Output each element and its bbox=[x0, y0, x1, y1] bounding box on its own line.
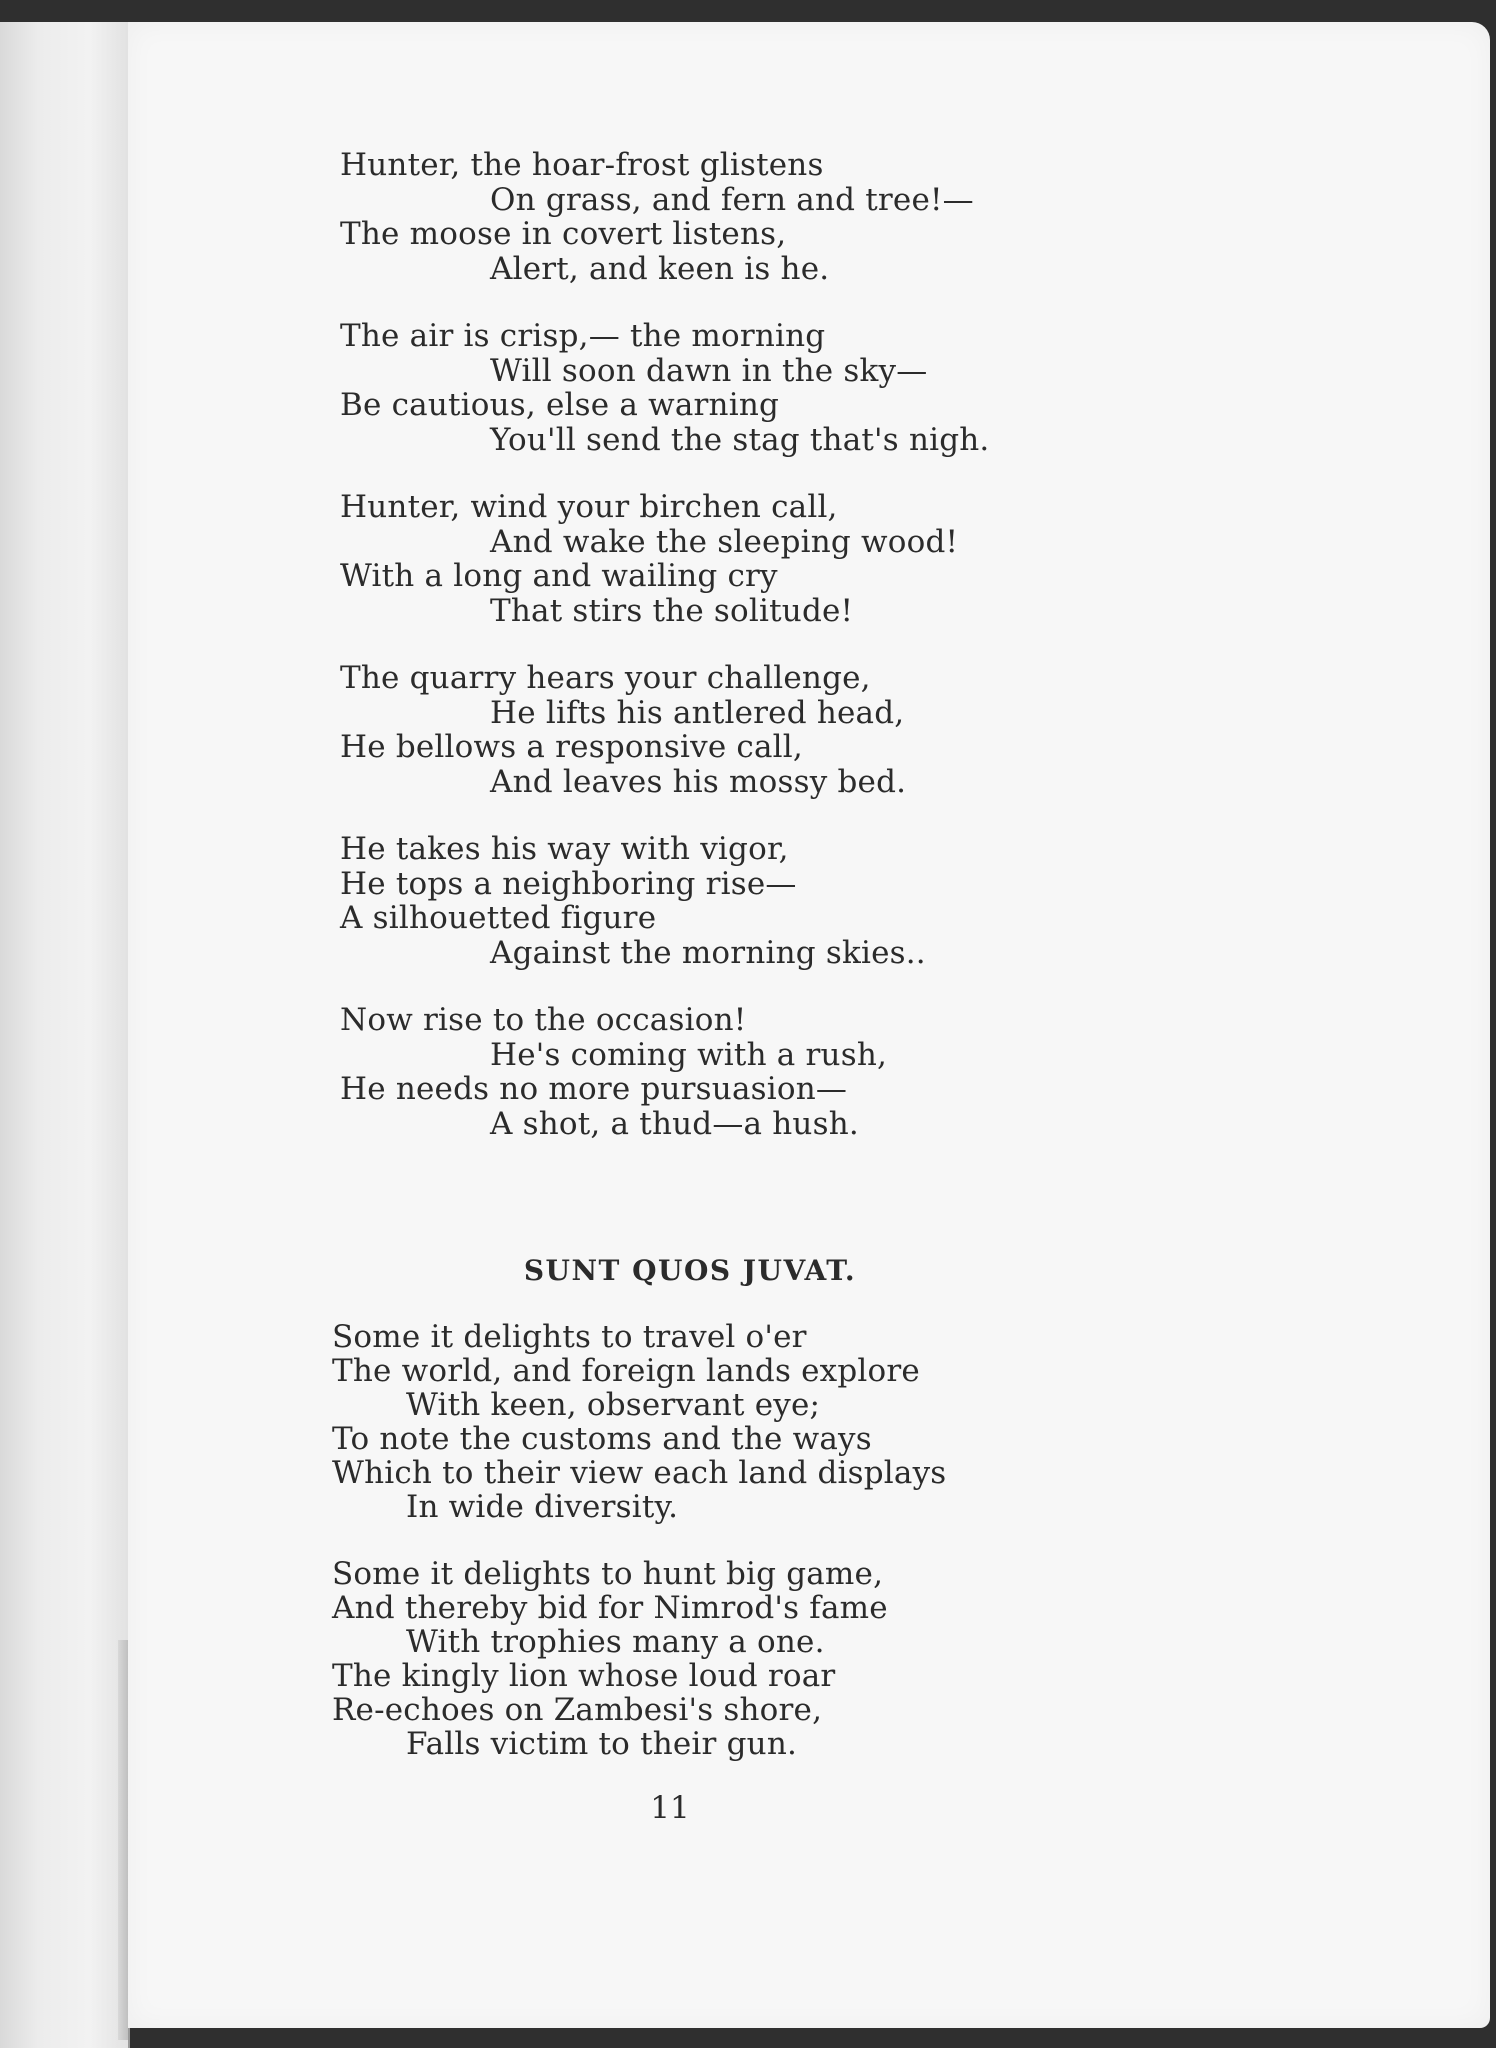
poem-line: The moose in covert listens, bbox=[340, 216, 787, 252]
poem-line: Which to their view each land displays bbox=[332, 1455, 947, 1491]
poem-line: Hunter, the hoar-frost glistens bbox=[340, 147, 824, 183]
poem-line: Now rise to the occasion! bbox=[340, 1002, 747, 1038]
poem-line: With trophies many a one. bbox=[406, 1624, 825, 1660]
poem-line: Alert, and keen is he. bbox=[490, 250, 830, 287]
poem-line: Will soon dawn in the sky— bbox=[490, 352, 928, 389]
stanza-5 bbox=[340, 832, 1240, 970]
poem-line: The air is crisp,— the morning bbox=[340, 318, 826, 354]
poem-line: That stirs the solitude! bbox=[490, 592, 854, 629]
poem-title: SUNT QUOS JUVAT. bbox=[523, 1254, 857, 1287]
stanza-2 bbox=[332, 1557, 1232, 1761]
poem-line: And leaves his mossy bed. bbox=[490, 763, 907, 800]
page-number: 11 bbox=[650, 1790, 690, 1826]
poem-line: To note the customs and the ways bbox=[332, 1421, 872, 1457]
poem-line: The world, and foreign lands explore bbox=[332, 1353, 920, 1389]
poem-line: Some it delights to hunt big game, bbox=[332, 1556, 884, 1592]
poem-line: And wake the sleeping wood! bbox=[490, 523, 959, 560]
stanza-6 bbox=[340, 1003, 1240, 1141]
poem-line: A shot, a thud—a hush. bbox=[490, 1105, 859, 1142]
stanza-1 bbox=[332, 1320, 1232, 1524]
poem-line: Falls victim to their gun. bbox=[406, 1726, 798, 1762]
poem-line: And thereby bid for Nimrod's fame bbox=[332, 1590, 888, 1626]
poem-line: He's coming with a rush, bbox=[490, 1036, 888, 1073]
stanza-3 bbox=[340, 490, 1240, 628]
poem-line: He takes his way with vigor, bbox=[340, 831, 789, 867]
poem-line: He needs no more pursuasion— bbox=[340, 1071, 848, 1107]
poem-line: The kingly lion whose loud roar bbox=[332, 1658, 836, 1694]
poem-line: With a long and wailing cry bbox=[340, 558, 778, 594]
poem-line: Re-echoes on Zambesi's shore, bbox=[332, 1692, 823, 1728]
poem-line: Be cautious, else a warning bbox=[340, 387, 780, 423]
book-spine bbox=[0, 22, 130, 2048]
stanza-4 bbox=[340, 661, 1240, 799]
stanza-1 bbox=[340, 148, 1240, 286]
poem-line: You'll send the stag that's nigh. bbox=[490, 421, 990, 458]
spine-shadow bbox=[118, 1640, 128, 2040]
poem-line: In wide diversity. bbox=[406, 1489, 679, 1525]
poem-hunter bbox=[340, 148, 1240, 1174]
poem-line: He lifts his antlered head, bbox=[490, 694, 905, 731]
poem-line: A silhouetted figure bbox=[340, 900, 657, 936]
stanza-2 bbox=[340, 319, 1240, 457]
poem-line: With keen, observant eye; bbox=[406, 1387, 821, 1423]
poem-line: Against the morning skies.. bbox=[490, 934, 926, 971]
poem-line: He tops a neighboring rise— bbox=[340, 865, 797, 902]
poem-line: Hunter, wind your birchen call, bbox=[340, 489, 838, 525]
poem-line: Some it delights to travel o'er bbox=[332, 1319, 807, 1355]
poem-line: He bellows a responsive call, bbox=[340, 729, 803, 765]
poem-line: On grass, and fern and tree!— bbox=[490, 181, 974, 218]
poem-sunt-quos-juvat bbox=[332, 1320, 1232, 1794]
poem-line: The quarry hears your challenge, bbox=[340, 660, 871, 696]
